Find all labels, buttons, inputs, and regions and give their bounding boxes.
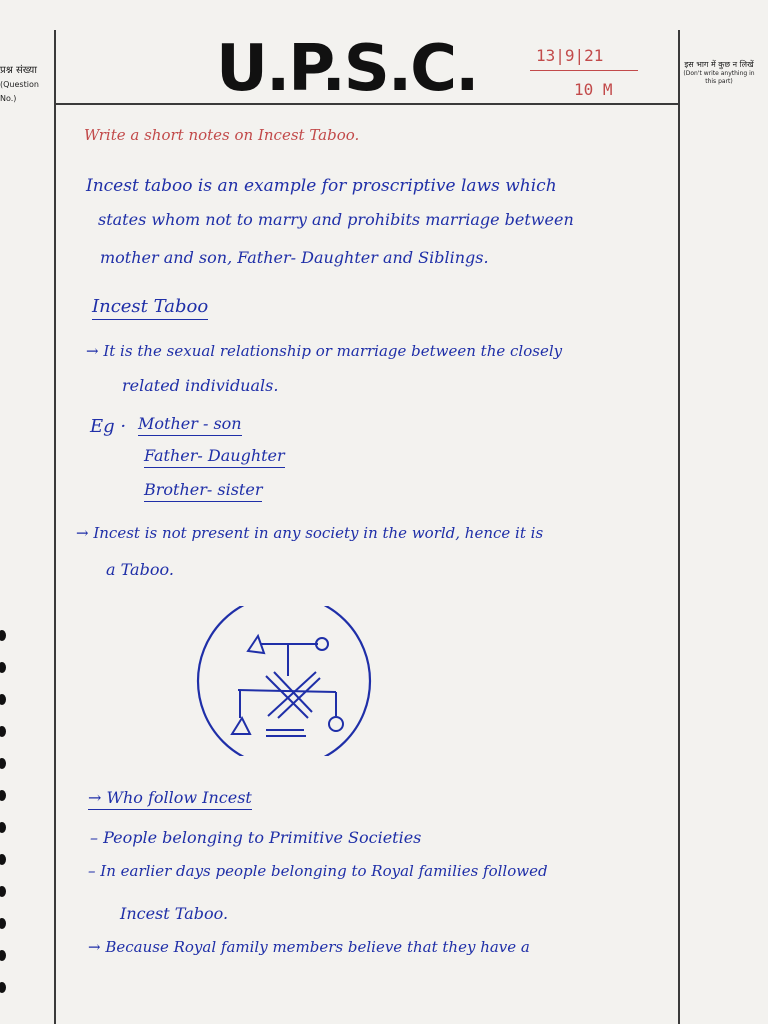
left-margin-line — [54, 30, 56, 1024]
intro-line-2: states whom not to marry and prohibits marriage between — [98, 210, 574, 229]
kinship-diagram-icon — [196, 606, 376, 756]
who-item-4: → Because Royal family members believe that they have a — [88, 938, 530, 956]
right-margin-note — [679, 60, 759, 86]
point-2-line-2: a Taboo. — [106, 560, 174, 579]
binding-hole — [0, 694, 6, 705]
who-item-2: – In earlier days people belonging to Royal families followed — [88, 862, 548, 880]
child-circle — [329, 717, 343, 731]
intro-line-3: mother and son, Father- Daughter and Siblings. — [100, 248, 489, 267]
example-brother-sister: Brother- sister — [144, 480, 262, 502]
date-text: 13|9|21 — [536, 46, 604, 65]
page-title: U.P.S.C. — [216, 32, 478, 106]
question-number-label-en: (Question No.) — [0, 80, 39, 103]
who-item-3: Incest Taboo. — [120, 904, 229, 923]
binding-hole — [0, 790, 6, 801]
question-text: Write a short notes on Incest Taboo. — [84, 126, 360, 144]
section-heading: Incest Taboo — [92, 296, 208, 320]
binding-hole — [0, 854, 6, 865]
binding-hole — [0, 950, 6, 961]
intro-line-1: Incest taboo is an example for proscriptive laws which — [86, 176, 557, 196]
who-item-1: – People belonging to Primitive Societies — [90, 828, 422, 847]
marks-text: 10 M — [574, 80, 613, 99]
point-1-line-1: → It is the sexual relationship or marriage between the closely — [86, 342, 563, 360]
binding-hole — [0, 758, 6, 769]
right-margin-line — [678, 30, 680, 1024]
point-1-line-2: related individuals. — [122, 376, 279, 395]
binding-hole — [0, 886, 6, 897]
binding-hole — [0, 630, 6, 641]
right-margin-note-hi: इस भाग में कुछ न लिखें — [684, 60, 754, 69]
binding-hole — [0, 982, 6, 993]
diagram-circle — [198, 606, 370, 756]
example-father-daughter: Father- Daughter — [144, 446, 285, 468]
binding-hole — [0, 662, 6, 673]
date-underline — [530, 70, 638, 71]
binding-hole — [0, 726, 6, 737]
question-number-box — [0, 64, 56, 106]
question-number-label-hi: प्रश्न संख्या — [0, 65, 37, 76]
example-mother-son: Mother - son — [138, 414, 242, 436]
point-2-line-1: → Incest is not present in any society in the world, hence it is — [76, 524, 544, 542]
eg-label: Eg · — [90, 416, 127, 437]
binding-hole — [0, 918, 6, 929]
binding-hole — [0, 822, 6, 833]
sibling-line — [238, 690, 336, 692]
right-margin-note-en: (Don't write anything in this part) — [683, 70, 755, 85]
child-triangle — [232, 718, 250, 734]
who-follow-heading: → Who follow Incest — [88, 788, 252, 810]
